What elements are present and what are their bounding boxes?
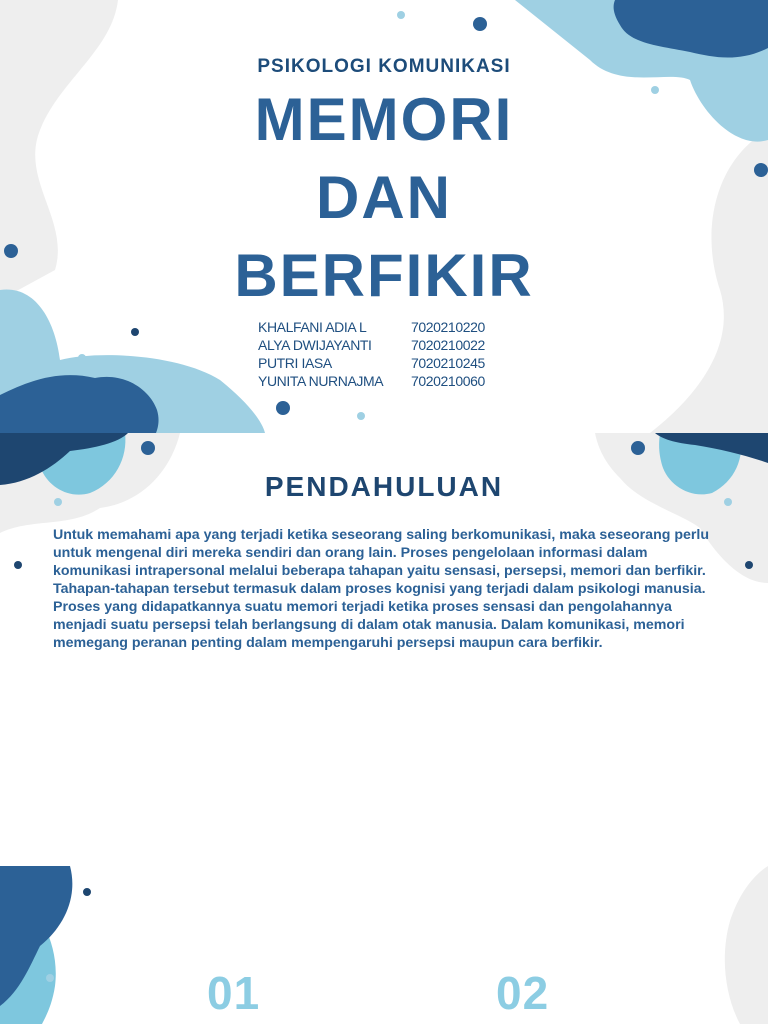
member-id: 7020210022 xyxy=(411,337,485,353)
cover-title-line: MEMORI xyxy=(254,86,514,153)
member-list xyxy=(258,318,485,390)
cover-subtitle: PSIKOLOGI KOMUNIKASI xyxy=(257,56,511,77)
next-page xyxy=(0,866,768,1024)
member-row xyxy=(258,354,485,372)
member-id: 7020210060 xyxy=(411,373,485,389)
member-id: 7020210220 xyxy=(411,319,485,335)
section-number: 02 xyxy=(496,967,550,1019)
member-name: PUTRI IASA xyxy=(258,355,332,371)
member-id: 7020210245 xyxy=(411,355,485,371)
member-row xyxy=(258,372,485,390)
member-name: ALYA DWIJAYANTI xyxy=(258,337,372,353)
cover-title-line: DAN xyxy=(316,164,452,231)
cover-page xyxy=(0,0,768,433)
cover-title-line: BERFIKIR xyxy=(234,242,534,309)
member-name: YUNITA NURNAJMA xyxy=(258,373,384,389)
intro-paragraph: Untuk memahami apa yang terjadi ketika seseorang saling berkomunikasi, maka seseorang perlu untuk mengenal diri mereka sendiri dan orang lain. Proses pengelolaan informasi dalam komunikasi intrapersonal melalui beberapa tahapan yaitu sensasi, persepsi, memori dan berfikir. Tahapan-tahapan tersebut termasuk dalam proses kognisi yang terjadi dalam psikologi manusia. Proses yang didapatkannya suatu memori terjadi ketika proses sensasi dan pengolahannya menjadi suatu persepsi telah berlangsung di dalam otak manusia. Dalam komunikasi, memori memegang peranan penting dalam mempengaruhi persepsi maupun cara berfikir. xyxy=(53,527,710,651)
section-number: 01 xyxy=(207,967,261,1019)
next-background-shapes xyxy=(0,866,768,1024)
member-name: KHALFANI ADIA L xyxy=(258,319,367,335)
introduction-page xyxy=(0,433,768,866)
member-row xyxy=(258,318,485,336)
member-row xyxy=(258,336,485,354)
section-heading: PENDAHULUAN xyxy=(264,471,504,502)
